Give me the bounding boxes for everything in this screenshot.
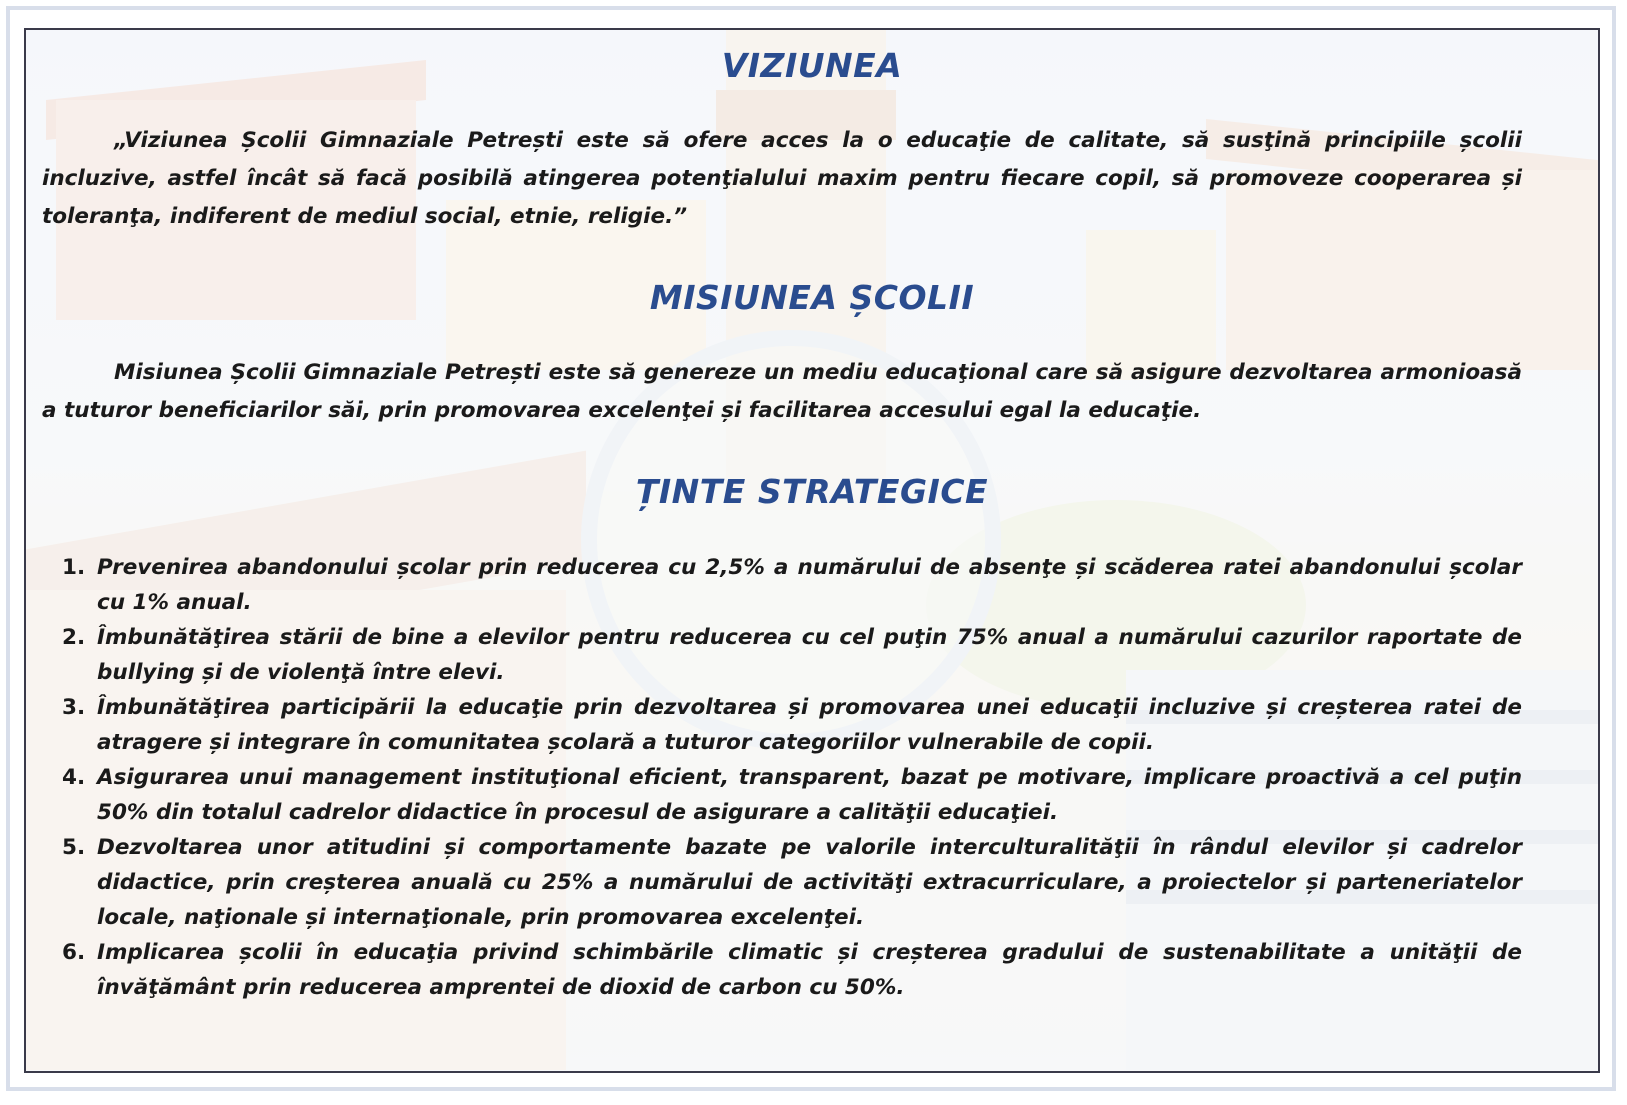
- paragraph-misiunea: Misiunea Școlii Gimnaziale Petrești este să genereze un mediu educaţional care să asigure dezvoltarea armonioasă a tuturor beneficiarilor săi, prin promovarea excelenţei și facilitarea accesului egal la educaţie.: [42, 360, 1522, 423]
- heading-tinte-strategice: ȚINTE STRATEGICE: [635, 472, 989, 511]
- goal-number: 2.: [62, 625, 86, 650]
- goal-number: 5.: [62, 835, 86, 860]
- goal-item: [42, 690, 1522, 760]
- paragraph-viziunea: „Viziunea Școlii Gimnaziale Petrești este să ofere acces la o educaţie de calitate, să susţină principiile școlii incluzive, astfel încât să facă posibilă atingerea potenţialului maxim pentru fiecare copil, să promoveze cooperarea și toleranţa, indiferent de mediul social, etnie, religie.”: [42, 128, 1522, 229]
- goal-item: [42, 760, 1522, 830]
- document-content: [26, 30, 1598, 1071]
- goal-number: 6.: [62, 940, 86, 965]
- goal-item: [42, 620, 1522, 690]
- goal-number: 1.: [62, 555, 86, 580]
- document-panel: [24, 28, 1600, 1073]
- goal-item: [42, 550, 1522, 620]
- goal-text: Implicarea școlii în educaţia privind schimbările climatic și creșterea gradului de sustenabilitate a unităţii de învăţământ prin reducerea amprentei de dioxid de carbon cu 50%.: [97, 940, 1522, 1000]
- goal-text: Asigurarea unui management instituţional eficient, transparent, bazat pe motivare, implicare proactivă a cel puţin 50% din totalul cadrelor didactice în procesul de asigurare a calităţii educaţiei.: [97, 765, 1522, 825]
- goal-text: Îmbunătăţirea stării de bine a elevilor pentru reducerea cu cel puţin 75% anual a numărului cazurilor raportate de bullying și de violenţă între elevi.: [97, 625, 1522, 685]
- goal-item: [42, 830, 1522, 935]
- goal-text: Dezvoltarea unor atitudini și comportamente bazate pe valorile interculturalităţii în rândul elevilor și cadrelor didactice, prin creșterea anuală cu 25% a numărului de activităţi extracurriculare, a proiectelor și parteneriatelor locale, naţionale și internaţionale, prin promovarea excelenţei.: [97, 835, 1522, 930]
- goal-item: [42, 935, 1522, 1005]
- heading-misiunea: MISIUNEA ȘCOLII: [649, 278, 975, 317]
- goal-text: Prevenirea abandonului școlar prin reducerea cu 2,5% a numărului de absenţe și scăderea ratei abandonului școlar cu 1% anual.: [97, 555, 1522, 615]
- goal-number: 3.: [62, 695, 86, 720]
- goal-text: Îmbunătăţirea participării la educaţie prin dezvoltarea și promovarea unei educaţii incluzive și creșterea ratei de atragere și integrare în comunitatea școlară a tuturor categoriilor vulnerabile de copii.: [97, 695, 1522, 755]
- strategic-goals-list: [42, 550, 1522, 1005]
- heading-viziunea: VIZIUNEA: [721, 46, 903, 85]
- goal-number: 4.: [62, 765, 86, 790]
